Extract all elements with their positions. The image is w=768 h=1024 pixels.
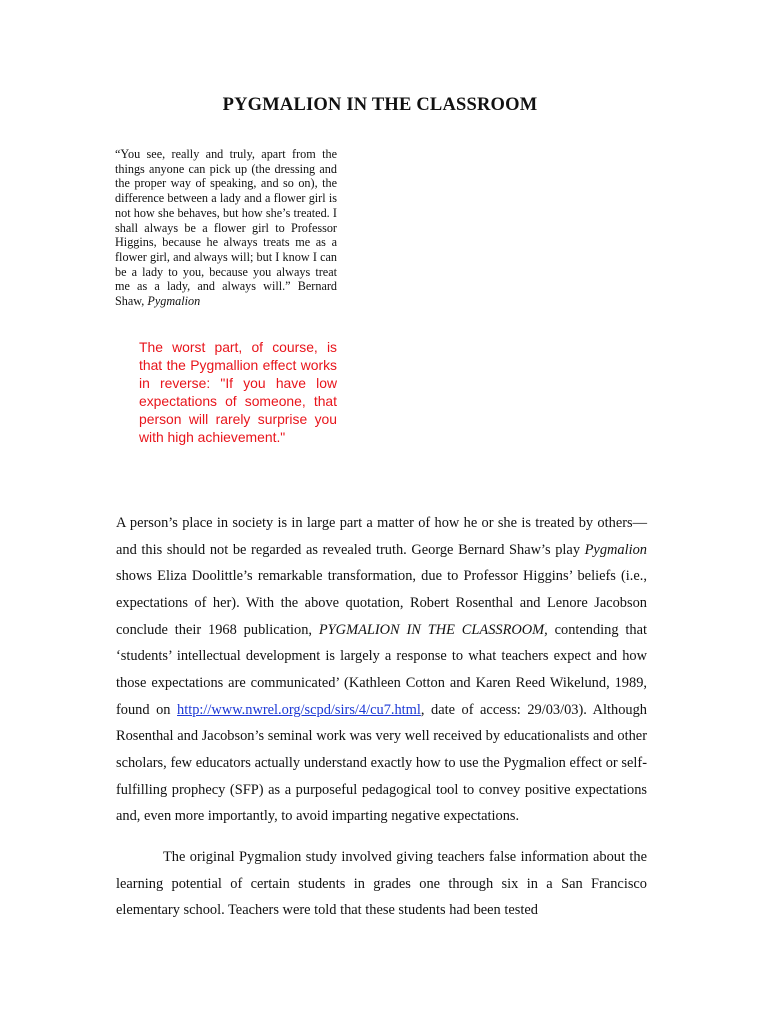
source-link[interactable]: http://www.nwrel.org/scpd/sirs/4/cu7.html: [177, 701, 421, 718]
paragraph-1-text-a: A person’s place in society is in large part a matter of how he or she is treated by others—and this should not be regarded as revealed truth. George Bernard Shaw’s play: [116, 515, 647, 558]
paragraph-1-italic-b: PYGMALION IN THE CLASSROOM,: [318, 621, 548, 638]
paragraph-1-text-c: contending that ‘students’ intellectual development is largely a response to what teachers expect and how those expectations are communicated’ (Kathleen Cotton and Karen Reed Wikelund, 1989, found on: [116, 621, 647, 718]
paragraph-1-italic-a: Pygmalion: [584, 541, 647, 558]
epigraph-source: Pygmalion: [147, 294, 201, 309]
paragraph-1: [116, 510, 647, 830]
paragraph-2: The original Pygmalion study involved giving teachers false information about the learning potential of certain students in grades one through six in a San Francisco elementary school. Teachers were told that these students had been tested: [116, 848, 647, 919]
paragraph-1-text-d: , date of access: 29/03/03). Although Rosenthal and Jacobson’s seminal work was very well received by educationalists and other scholars, few educators actually understand exactly how to use the Pygmalion effect or self-fulfilling prophecy (SFP) as a purposeful pedagogical tool to convey positive expectations and, even more importantly, to avoid imparting negative expectations.: [116, 701, 647, 825]
body-text: [116, 510, 647, 924]
epigraph-text: “You see, really and truly, apart from the things anyone can pick up (the dressing and the proper way of speaking, and so on), the difference between a lady and a flower girl is not how she behaves, but how she’s treated. I shall always be a flower girl to Professor Higgins, because he always treats me as a flower girl, and always will; but I know I can be a lady to you, because you always treat me as a lady, and always will.” Bernard Shaw,: [115, 147, 337, 309]
paragraph-1-text-b: shows Eliza Doolittle’s remarkable transformation, due to Professor Higgins’ beliefs (i.e., expectations of her). With the above quotation, Robert Rosenthal and Lenore Jacobson conclude their 1968 publication,: [116, 568, 647, 638]
page-title: PYGMALION IN THE CLASSROOM: [222, 95, 538, 115]
epigraph-quote: [115, 147, 337, 309]
callout-note: The worst part, of course, is that the Pygmallion effect works in reverse: "If you have low expectations of someone, that person will rarely surprise you with high achievement.": [139, 339, 337, 445]
